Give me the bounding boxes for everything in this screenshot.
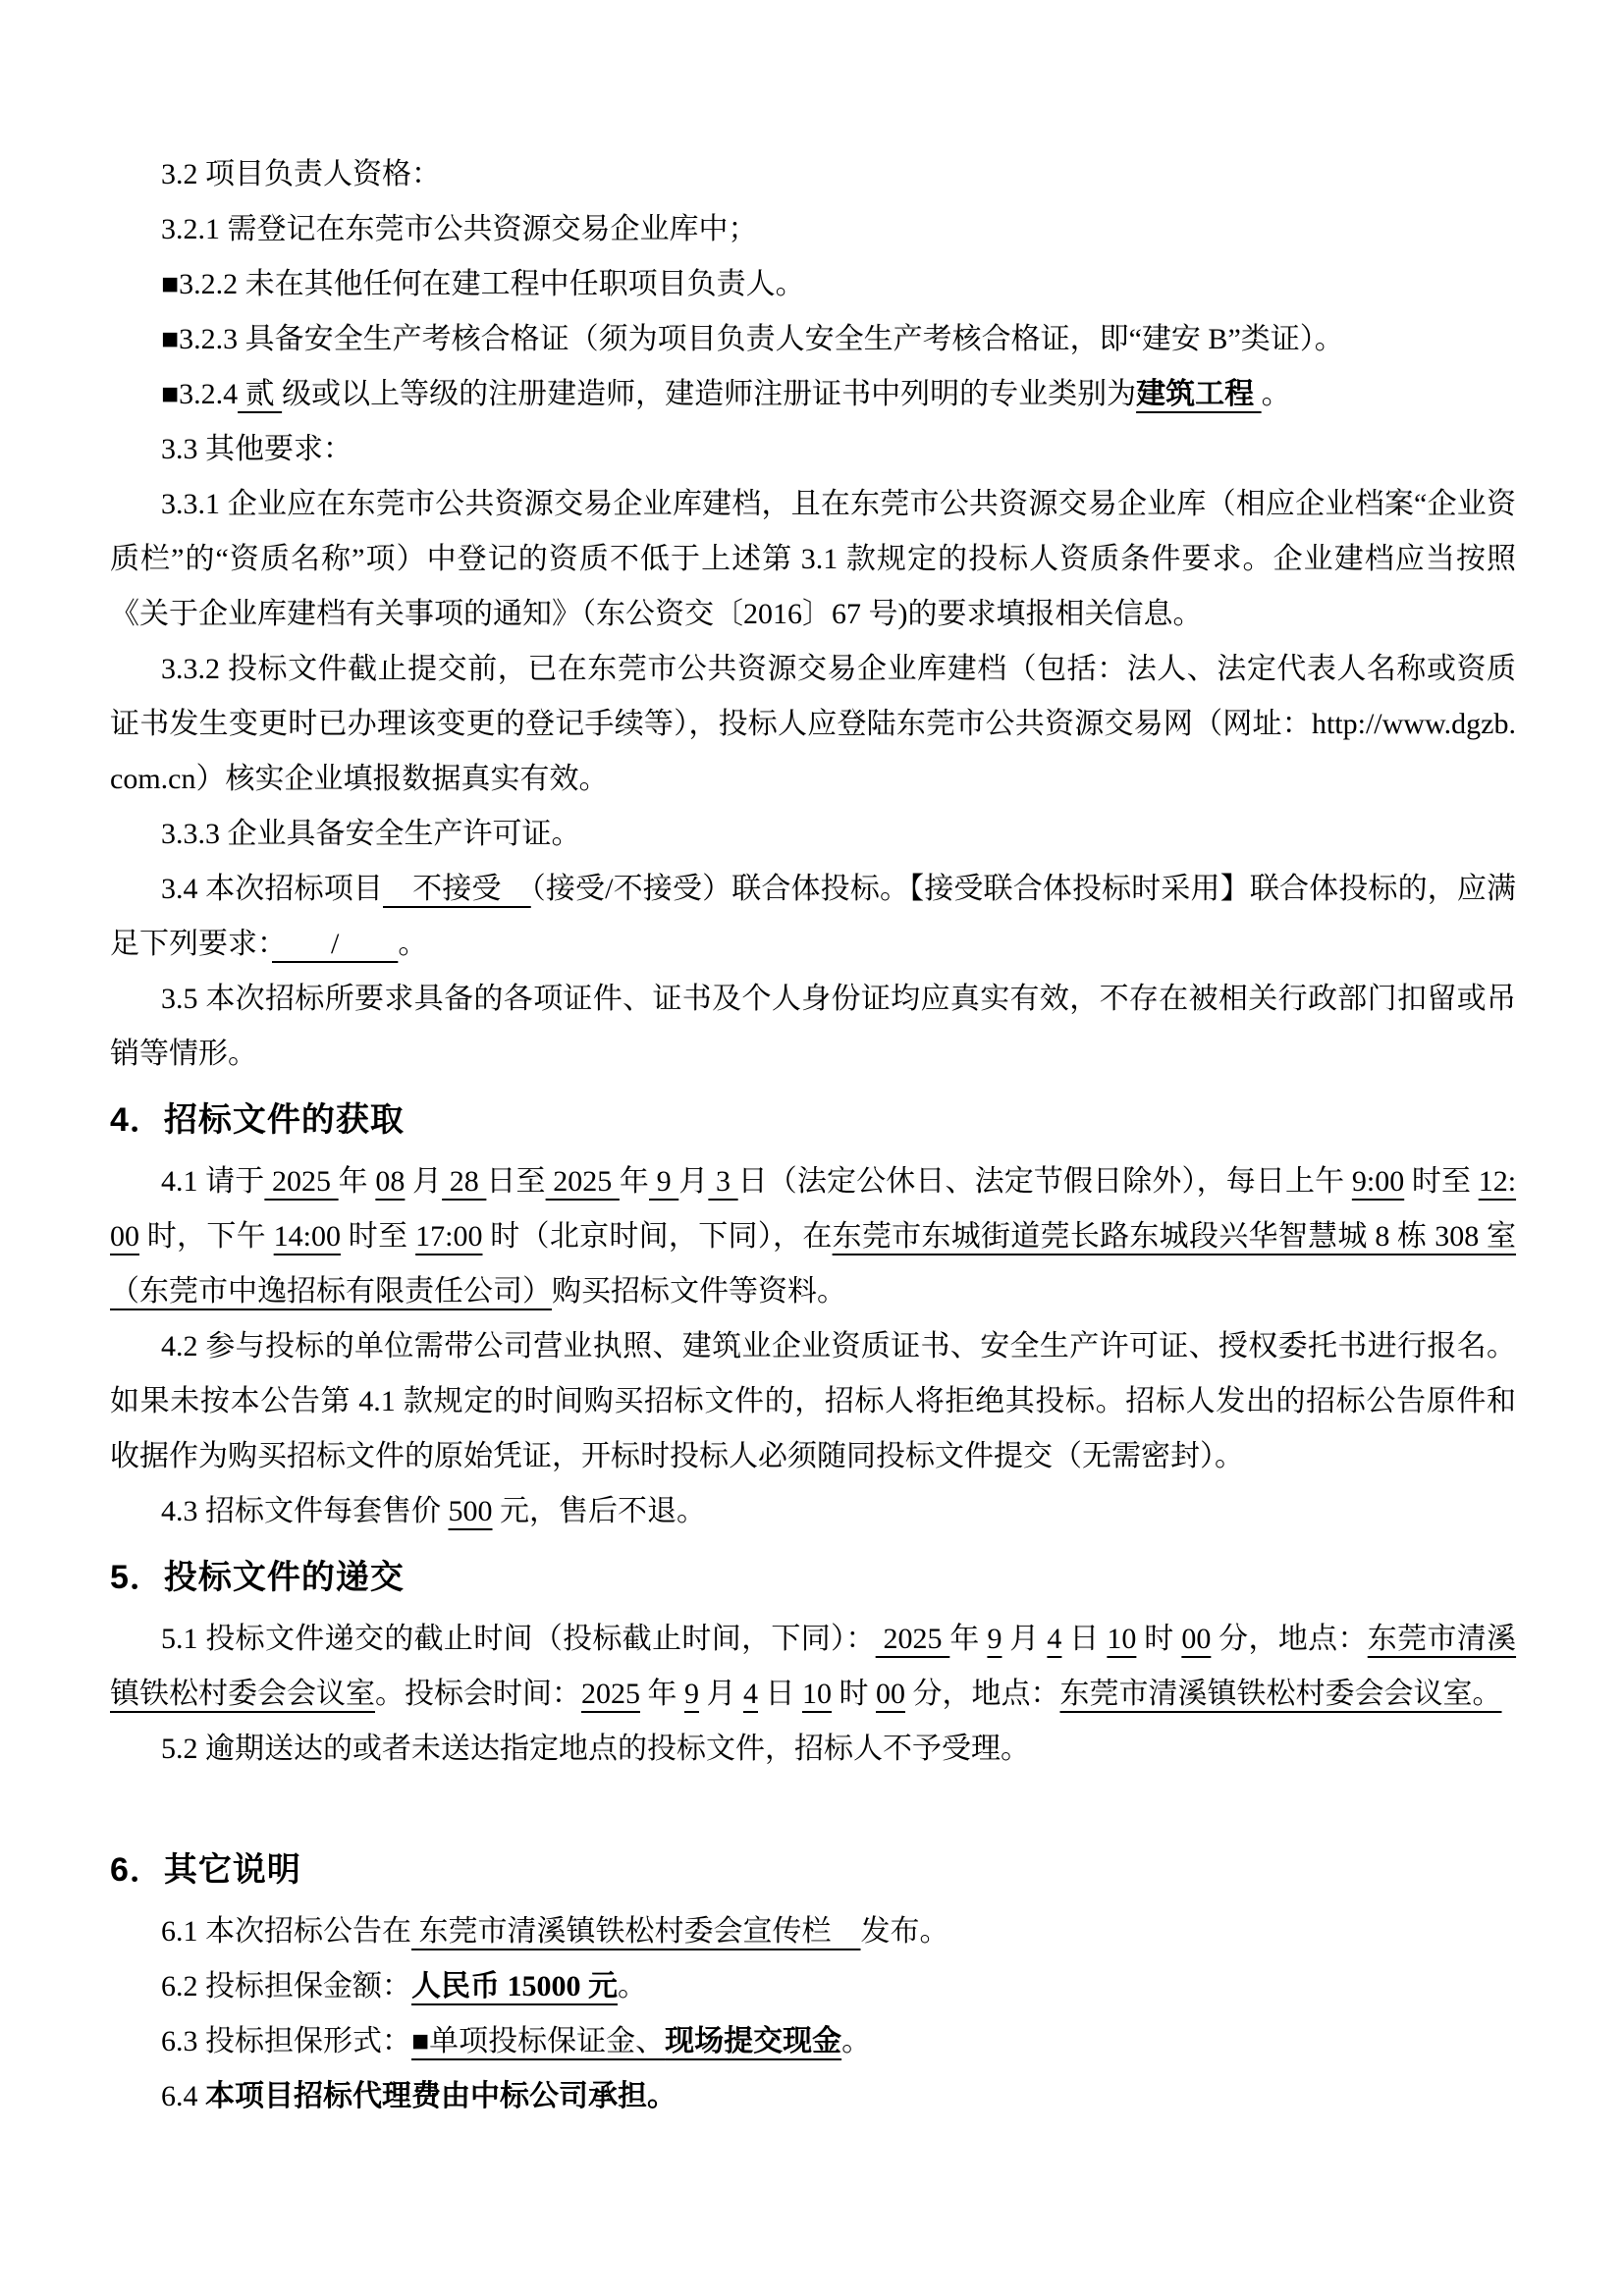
filled-blank-text: 2025 xyxy=(545,1165,620,1198)
text-run: 元，售后不退。 xyxy=(492,1495,706,1527)
filled-blank-text: 2025 xyxy=(581,1678,640,1710)
section-4-heading xyxy=(110,1092,1516,1148)
text-run: 月 xyxy=(699,1678,743,1710)
filled-blank-text: 贰 xyxy=(238,378,283,410)
filled-blank-text: 不接受 xyxy=(383,873,531,905)
clause-3-4 xyxy=(110,862,1516,972)
section-5-heading xyxy=(110,1549,1516,1606)
text-run: 年 xyxy=(619,1165,649,1198)
text-run: 月 xyxy=(405,1165,443,1198)
clause-6-4 xyxy=(110,2069,1516,2124)
text-run: ■3.2.2 未在其他任何在建工程中任职项目负责人。 xyxy=(161,268,805,300)
clause-5-1 xyxy=(110,1612,1516,1722)
filled-blank-text: 14:00 xyxy=(273,1220,342,1253)
clause-3-3-3 xyxy=(110,807,1516,862)
filled-blank-text: 17:00 xyxy=(415,1220,483,1253)
clause-6-1 xyxy=(110,1904,1516,1959)
text-run: 5．投标文件的递交 xyxy=(110,1559,405,1596)
filled-blank-text: 2025 xyxy=(264,1165,339,1198)
text-run: 分，地点： xyxy=(905,1678,1060,1710)
clause-4-3 xyxy=(110,1484,1516,1539)
clause-6-3 xyxy=(110,2014,1516,2069)
text-run: ■3.2.4 xyxy=(161,378,239,410)
text-run: 3.3.1 企业应在东莞市公共资源交易企业库建档，且在东莞市公共资源交易企业库（相应企业档案“企业资质栏”的“资质名称”项）中登记的资质不低于上述第 3.1 款规定的投标人资质条件要求。企业建档应当按照《关于企业库建档有关事项的通知》（东公资交〔2016〕67 号)的要求填报相关信息。 xyxy=(110,488,1516,630)
text-run: 发布。 xyxy=(860,1915,949,1948)
filled-blank-text: 东莞市东城街道莞长路东城段兴华智慧城 8 栋 308 室（东莞市中逸招标有限责任公司） xyxy=(110,1220,1517,1308)
text-run: 。 xyxy=(398,928,428,960)
section-6-heading xyxy=(110,1842,1516,1898)
text-run: 6.3 投标担保形式： xyxy=(161,2025,411,2057)
text-run: 3.4 本次招标项目 xyxy=(161,873,384,905)
filled-blank-text: 东莞市清溪镇铁松村委会宣传栏 xyxy=(411,1915,861,1948)
text-run: 3.2.1 需登记在东莞市公共资源交易企业库中； xyxy=(161,213,758,245)
filled-blank-text: 9 xyxy=(649,1165,679,1198)
text-run: 本项目招标代理费由中标公司承担。 xyxy=(205,2080,677,2112)
text-run: 6.1 本次招标公告在 xyxy=(161,1915,411,1948)
text-run: 级或以上等级的注册建造师，建造师注册证书中列明的专业类别为 xyxy=(282,378,1137,410)
filled-blank-text: 9:00 xyxy=(1351,1165,1405,1198)
text-run: 时 xyxy=(832,1678,876,1710)
text-run: 购买招标文件等资料。 xyxy=(552,1275,846,1308)
filled-blank-text: 10 xyxy=(1107,1623,1137,1655)
text-run: ■3.2.3 具备安全生产考核合格证（须为项目负责人安全生产考核合格证，即“建安 B”类证）。 xyxy=(161,323,1344,355)
clause-3-2-2 xyxy=(110,257,1516,312)
text-run: 月 xyxy=(678,1165,709,1198)
clause-5-2 xyxy=(110,1722,1516,1777)
filled-blank-text: 500 xyxy=(448,1495,493,1527)
text-run: 。 xyxy=(841,2025,872,2057)
filled-blank-text: 00 xyxy=(876,1678,905,1710)
clause-3-3-1 xyxy=(110,477,1516,642)
text-run: 时至 xyxy=(341,1220,416,1253)
filled-blank-text: 人民币 15000 元 xyxy=(411,1970,618,2002)
filled-blank-text: 4 xyxy=(1047,1623,1062,1655)
text-run: 月 xyxy=(1001,1623,1048,1655)
clause-4-2 xyxy=(110,1319,1516,1484)
filled-blank-text: 东莞市清溪镇铁松村委会会议室 xyxy=(110,1623,1517,1710)
filled-blank-text: ■单项投标保证金、 xyxy=(411,2025,666,2057)
clause-3-2-3 xyxy=(110,312,1516,367)
clause-4-1 xyxy=(110,1154,1516,1319)
text-run: 日 xyxy=(758,1678,802,1710)
text-run: 分，地点： xyxy=(1211,1623,1368,1655)
text-run: 年 xyxy=(640,1678,684,1710)
text-run: （接受/不接受）联合体投标。【接受联合体投标时采用】联合体投标的，应满足下列要求： xyxy=(110,873,1517,960)
clause-3-2-4 xyxy=(110,367,1516,422)
filled-blank-text: 9 xyxy=(684,1678,699,1710)
clause-3-3-2 xyxy=(110,642,1516,807)
text-run: 3.3.3 企业具备安全生产许可证。 xyxy=(161,818,581,850)
text-run: 4.3 招标文件每套售价 xyxy=(161,1495,449,1527)
text-run: 6．其它说明 xyxy=(110,1851,301,1889)
filled-blank-text: 12:00 xyxy=(110,1165,1517,1253)
text-run: 。投标会时间： xyxy=(375,1678,581,1710)
text-run: 日 xyxy=(1061,1623,1108,1655)
clause-3-2 xyxy=(110,147,1516,202)
clause-3-3 xyxy=(110,422,1516,477)
filled-blank-text: 建筑工程 xyxy=(1136,378,1262,410)
text-run: 日（法定公休日、法定节假日除外），每日上午 xyxy=(737,1165,1352,1198)
clause-3-5 xyxy=(110,972,1516,1082)
text-run: 5.2 逾期送达的或者未送达指定地点的投标文件，招标人不予受理。 xyxy=(161,1733,1030,1765)
text-run: 年 xyxy=(949,1623,988,1655)
filled-blank-text: 3 xyxy=(708,1165,738,1198)
text-run: 6.4 xyxy=(161,2080,205,2112)
clause-3-2-1 xyxy=(110,202,1516,257)
filled-blank-text: / xyxy=(272,928,399,960)
text-run: 。 xyxy=(1261,378,1291,410)
text-run: 。 xyxy=(618,1970,647,2002)
text-run: 时至 xyxy=(1404,1165,1479,1198)
text-run: 3.3.2 投标文件截止提交前，已在东莞市公共资源交易企业库建档（包括：法人、法定代表人名称或资质证书发生变更时已办理该变更的登记手续等），投标人应登陆东莞市公共资源交易网（网址：http://www.dgzb.com.cn）核实企业填报数据真实有效。 xyxy=(110,653,1516,795)
filled-blank-text: 现场提交现金 xyxy=(665,2025,842,2057)
text-run: 6.2 投标担保金额： xyxy=(161,1970,411,2002)
text-run: 时（北京时间，下同），在 xyxy=(482,1220,833,1253)
filled-blank-text: 10 xyxy=(802,1678,832,1710)
text-run: 3.5 本次招标所要求具备的各项证件、证书及个人身份证均应真实有效，不存在被相关行政部门扣留或吊销等情形。 xyxy=(110,983,1516,1070)
text-run: 4.1 请于 xyxy=(161,1165,265,1198)
clause-6-2 xyxy=(110,1959,1516,2014)
text-run: 日至 xyxy=(486,1165,546,1198)
text-run: 5.1 投标文件递交的截止时间（投标截止时间，下同）： xyxy=(161,1623,876,1655)
filled-blank-text: 08 xyxy=(375,1165,406,1198)
text-run: 3.3 其他要求： xyxy=(161,433,352,465)
text-run: 时 xyxy=(1136,1623,1182,1655)
filled-blank-text: 00 xyxy=(1181,1623,1212,1655)
filled-blank-text: 4 xyxy=(743,1678,758,1710)
text-run: 4．招标文件的获取 xyxy=(110,1101,405,1139)
filled-blank-text: 2025 xyxy=(875,1623,950,1655)
blank-line xyxy=(110,1777,1516,1832)
text-run: 3.2 项目负责人资格： xyxy=(161,158,441,190)
text-run: 年 xyxy=(338,1165,376,1198)
text-run: 时，下午 xyxy=(139,1220,274,1253)
filled-blank-text: 东莞市清溪镇铁松村委会会议室。 xyxy=(1059,1678,1502,1710)
text-run: 4.2 参与投标的单位需带公司营业执照、建筑业企业资质证书、安全生产许可证、授权委托书进行报名。如果未按本公告第 4.1 款规定的时间购买招标文件的，招标人将拒绝其投标。招标人发出的招标公告原件和收据作为购买招标文件的原始凭证，开标时投标人必须随同投标文件提交（无需密封）。 xyxy=(110,1330,1516,1472)
filled-blank-text: 9 xyxy=(987,1623,1002,1655)
filled-blank-text: 28 xyxy=(442,1165,487,1198)
